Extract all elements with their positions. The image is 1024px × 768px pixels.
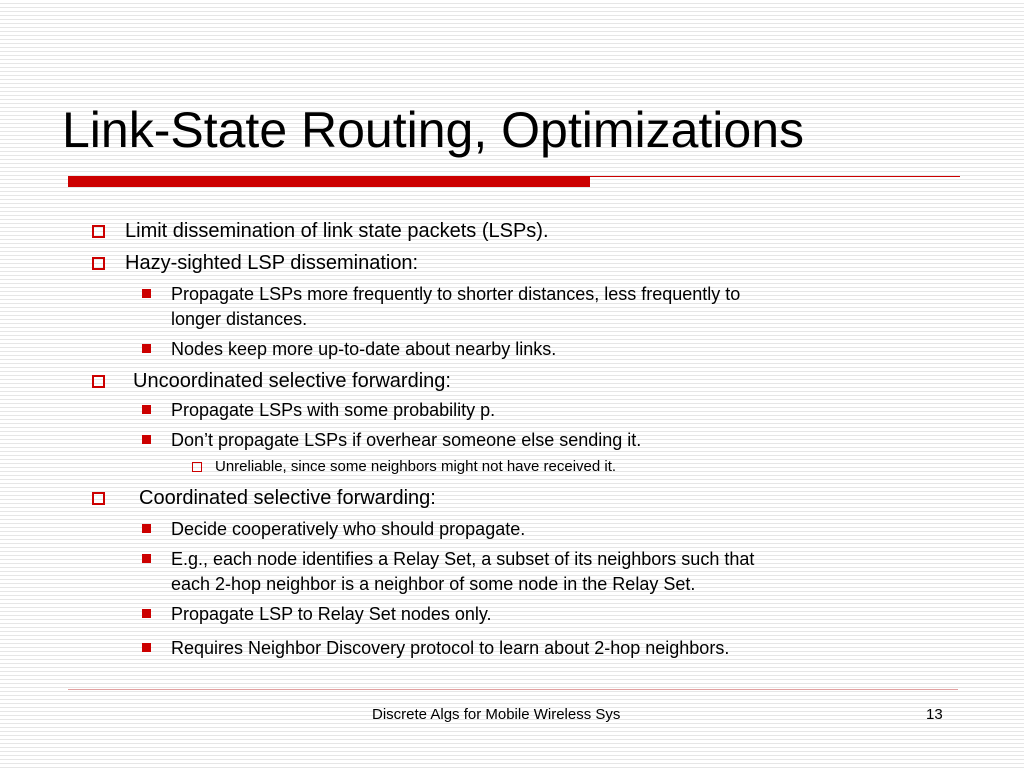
solid-square-bullet-icon	[142, 554, 151, 563]
bullet-relay-set-line2: each 2-hop neighbor is a neighbor of some node in the Relay Set.	[171, 574, 696, 594]
bullet-dont-propagate-overhear: Don’t propagate LSPs if overhear someone else sending it.	[171, 430, 642, 450]
solid-square-bullet-icon	[142, 344, 151, 353]
title-underline-thick	[68, 176, 590, 187]
hollow-square-bullet-icon	[192, 462, 202, 472]
bullet-propagate-relay-set: Propagate LSP to Relay Set nodes only.	[171, 604, 492, 624]
footer-divider	[68, 689, 958, 690]
solid-square-bullet-icon	[142, 435, 151, 444]
solid-square-bullet-icon	[142, 643, 151, 652]
bullet-hazy-sighted: Hazy-sighted LSP dissemination:	[125, 252, 419, 274]
bullet-relay-set-line1: E.g., each node identifies a Relay Set, a subset of its neighbors such that	[171, 549, 755, 569]
solid-square-bullet-icon	[142, 405, 151, 414]
bullet-propagate-frequently-line1: Propagate LSPs more frequently to shorter distances, less frequently to	[171, 284, 741, 304]
bullet-limit-dissemination: Limit dissemination of link state packets (LSPs).	[125, 220, 549, 242]
solid-square-bullet-icon	[142, 609, 151, 618]
hollow-square-bullet-icon	[92, 492, 105, 505]
page-number: 13	[926, 706, 943, 723]
solid-square-bullet-icon	[142, 289, 151, 298]
hollow-square-bullet-icon	[92, 257, 105, 270]
title-underline-thin	[590, 176, 960, 177]
solid-square-bullet-icon	[142, 524, 151, 533]
bullet-coordinated-forwarding: Coordinated selective forwarding:	[139, 487, 436, 509]
hollow-square-bullet-icon	[92, 225, 105, 238]
footer-course-title: Discrete Algs for Mobile Wireless Sys	[372, 706, 621, 723]
bullet-propagate-frequently-line2: longer distances.	[171, 309, 308, 329]
hollow-square-bullet-icon	[92, 375, 105, 388]
bullet-unreliable: Unreliable, since some neighbors might not have received it.	[215, 458, 617, 475]
bullet-nodes-keep-up-to-date: Nodes keep more up-to-date about nearby links.	[171, 339, 557, 359]
bullet-uncoordinated-forwarding: Uncoordinated selective forwarding:	[133, 370, 451, 392]
bullet-neighbor-discovery: Requires Neighbor Discovery protocol to learn about 2-hop neighbors.	[171, 638, 730, 658]
bullet-propagate-probability: Propagate LSPs with some probability p.	[171, 400, 496, 420]
slide-title: Link-State Routing, Optimizations	[62, 102, 805, 158]
bullet-decide-cooperatively: Decide cooperatively who should propagate.	[171, 519, 526, 539]
